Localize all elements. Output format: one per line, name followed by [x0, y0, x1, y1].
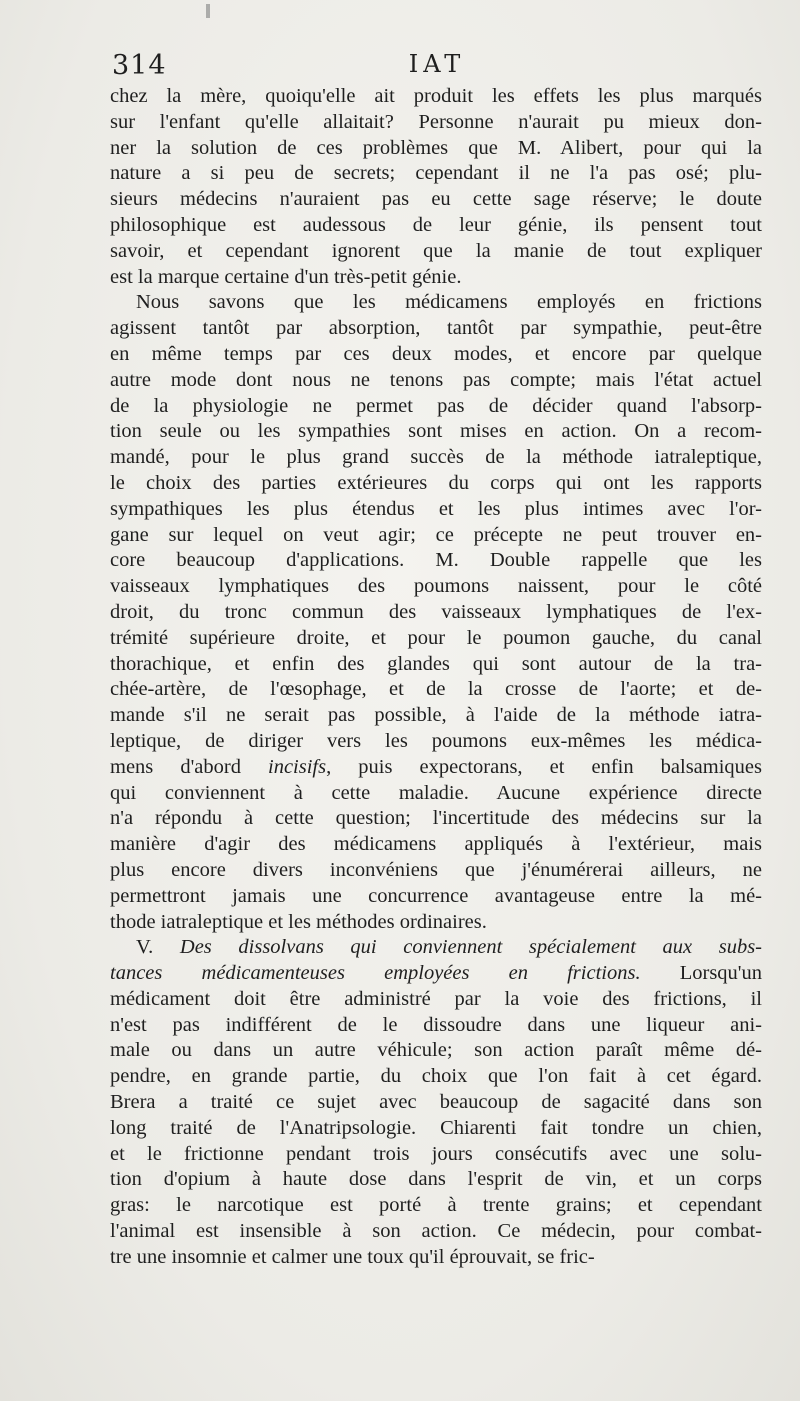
text-line: mande s'il ne serait pas possible, à l'aide de la méthode iatra-	[110, 704, 762, 727]
text-line: philosophique est audessous de leur génie, ils pensent tout	[110, 213, 762, 236]
italic-text: Des dissolvans qui conviennent spécialement aux subs-	[179, 936, 762, 959]
text-line: ner la solution de ces problèmes que M. Alibert, pour qui la	[110, 136, 762, 159]
text-line: tances médicamenteuses employées en frictions. Lorsqu'un	[110, 962, 762, 985]
text-line: n'est pas indifférent de le dissoudre dans une liqueur ani-	[110, 1013, 762, 1036]
text-line: plus encore divers inconvéniens que j'énumérerai ailleurs, ne	[110, 858, 762, 881]
text-line: permettront jamais une concurrence avantageuse entre la mé-	[110, 884, 762, 907]
text-line: le choix des parties extérieures du corps qui ont les rapports	[110, 471, 762, 494]
text-line: long traité de l'Anatripsologie. Chiarenti fait tondre un chien,	[110, 1116, 762, 1139]
text-line: qui conviennent à cette maladie. Aucune expérience directe	[110, 781, 762, 804]
text-line: médicament doit être administré par la voie des frictions, il	[110, 987, 762, 1010]
ink-mark	[206, 4, 210, 18]
text-line: n'a répondu à cette question; l'incertitude des médecins sur la	[110, 807, 762, 830]
text-line: mandé, pour le plus grand succès de la méthode iatraleptique,	[110, 446, 762, 469]
text-line: gras: le narcotique est porté à trente grains; et cependant	[110, 1194, 762, 1217]
text-line: et le frictionne pendant trois jours consécutifs avec une solu-	[110, 1142, 762, 1165]
text-line: trémité supérieure droite, et pour le poumon gauche, du canal	[110, 626, 762, 649]
text-line: Nous savons que les médicamens employés en frictions	[136, 291, 762, 314]
text-line: chée-artère, de l'œsophage, et de la crosse de l'aorte; et de-	[110, 678, 762, 701]
text-line: sieurs médecins n'auraient pas eu cette sage réserve; le doute	[110, 188, 762, 211]
text-line: l'animal est insensible à son action. Ce médecin, pour combat-	[110, 1220, 762, 1243]
text-line: agissent tantôt par absorption, tantôt par sympathie, peut-être	[110, 317, 762, 340]
text-line: thorachique, et enfin des glandes qui sont autour de la tra-	[110, 652, 762, 675]
text-line: mens d'abord incisifs, puis expectorans, et enfin balsamiques	[110, 755, 762, 778]
text-line: sympathiques les plus étendus et les plus intimes avec l'or-	[110, 497, 762, 520]
text-line: de la physiologie ne permet pas de décider quand l'absorp-	[110, 394, 762, 417]
text-line: sur l'enfant qu'elle allaitait? Personne n'aurait pu mieux don-	[110, 110, 762, 133]
text-line: male ou dans un autre véhicule; son action paraît même dé-	[110, 1039, 762, 1062]
italic-text: tances médicamenteuses employées en frictions.	[110, 962, 641, 985]
text-line: Brera a traité ce sujet avec beaucoup de sagacité dans son	[110, 1091, 762, 1114]
running-head: IAT	[408, 50, 466, 78]
text-line: autre mode dont nous ne tenons pas compte; mais l'état actuel	[110, 368, 762, 391]
text-line: thode iatraleptique et les méthodes ordinaires.	[110, 910, 487, 933]
text-line: savoir, et cependant ignorent que la manie de tout expliquer	[110, 239, 762, 262]
text-line: gane sur lequel on veut agir; ce précepte ne peut trouver en-	[110, 523, 762, 546]
body-text	[110, 84, 762, 1271]
text-line: tre une insomnie et calmer une toux qu'il éprouvait, se fric-	[110, 1245, 595, 1268]
italic-text: incisifs	[268, 755, 327, 778]
text-line: pendre, en grande partie, du choix que l'on fait à cet égard.	[110, 1065, 762, 1088]
text-line: V. Des dissolvans qui conviennent spécialement aux subs-	[136, 936, 762, 959]
text-line: tion seule ou les sympathies sont mises en action. On a recom-	[110, 420, 762, 443]
page-header	[112, 50, 762, 86]
text-line: tion d'opium à haute dose dans l'esprit de vin, et un corps	[110, 1168, 762, 1191]
text-line: en même temps par ces deux modes, et encore par quelque	[110, 342, 762, 365]
page-number: 314	[112, 50, 167, 81]
text-line: nature a si peu de secrets; cependant il ne l'a pas osé; plu-	[110, 162, 762, 185]
text-line: manière d'agir des médicamens appliqués à l'extérieur, mais	[110, 833, 762, 856]
text-line: leptique, de diriger vers les poumons eux-mêmes les médica-	[110, 729, 762, 752]
text-line: chez la mère, quoiqu'elle ait produit les effets les plus marqués	[110, 85, 762, 107]
text-line: core beaucoup d'applications. M. Double rappelle que les	[110, 549, 762, 572]
text-line: vaisseaux lymphatiques des poumons naissent, pour le côté	[110, 575, 762, 598]
text-line: droit, du tronc commun des vaisseaux lymphatiques de l'ex-	[110, 600, 762, 623]
text-line: est la marque certaine d'un très-petit génie.	[110, 265, 462, 288]
